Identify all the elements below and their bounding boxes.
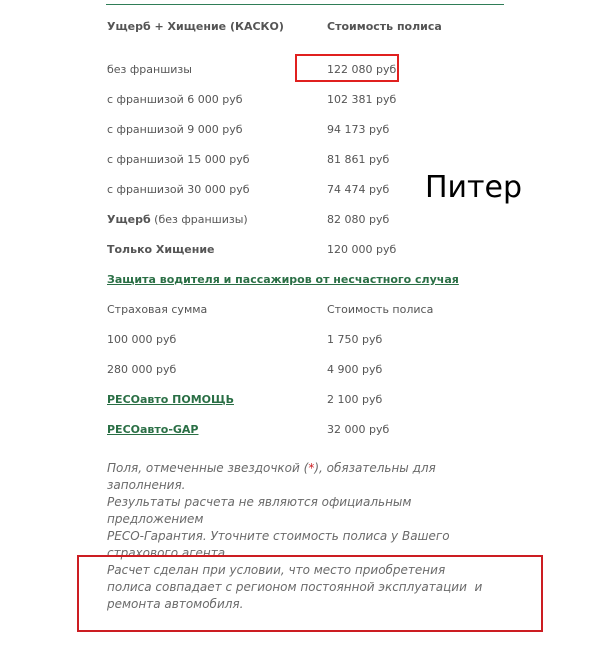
region-line: ремонта автомобиля. (107, 597, 244, 611)
disclaimer-line: страхового агента. (107, 546, 229, 560)
region-line: полиса совпадает с регионом постоянной эксплуатации и (107, 580, 483, 594)
disclaimer-line: РЕСО-Гарантия. Уточните стоимость полиса у Вашего (107, 529, 450, 543)
reso-gap-value: 32 000 руб (327, 423, 390, 436)
reso-help-link[interactable]: РЕСОавто ПОМОЩЬ (107, 393, 234, 406)
kasko-row-value: 122 080 руб (327, 63, 397, 76)
accident-header-sum: Страховая сумма (107, 303, 208, 316)
kasko-row-value: 74 474 руб (327, 183, 390, 196)
kasko-row-label: с франшизой 30 000 руб (107, 183, 250, 196)
theft-label: Только Хищение (107, 243, 215, 256)
city-label: Питер (425, 170, 523, 205)
damage-label-bold: Ущерб (107, 213, 151, 226)
damage-value: 82 080 руб (327, 213, 390, 226)
kasko-header-price: Стоимость полиса (327, 20, 442, 33)
required-fields-note (107, 460, 497, 494)
top-divider (106, 4, 504, 5)
kasko-row-value: 81 861 руб (327, 153, 390, 166)
kasko-header-label: Ущерб + Хищение (КАСКО) (107, 20, 284, 33)
damage-label (107, 213, 248, 227)
region-line: Расчет сделан при условии, что место приобретения (107, 563, 446, 577)
accident-protection-link[interactable]: Защита водителя и пассажиров от несчастного случая (107, 273, 459, 286)
kasko-row-label: с франшизой 6 000 руб (107, 93, 243, 106)
kasko-row-value: 102 381 руб (327, 93, 397, 106)
reso-gap-link[interactable]: РЕСОавто-GAP (107, 423, 199, 436)
kasko-row-value: 94 173 руб (327, 123, 390, 136)
kasko-row-label: без франшизы (107, 63, 192, 76)
region-note-box (77, 555, 543, 632)
kasko-row-label: с франшизой 15 000 руб (107, 153, 250, 166)
region-note (107, 562, 527, 613)
required-note-suffix: ), обязательны для заполнения. (107, 461, 436, 492)
accident-row-value: 1 750 руб (327, 333, 383, 346)
theft-value: 120 000 руб (327, 243, 397, 256)
damage-label-rest: (без франшизы) (150, 213, 248, 226)
kasko-row-label: с франшизой 9 000 руб (107, 123, 243, 136)
required-note-prefix: Поля, отмеченные звездочкой ( (107, 461, 309, 475)
disclaimer-line: Результаты расчета не являются официальным предложением (107, 495, 412, 526)
accident-row-label: 280 000 руб (107, 363, 177, 376)
reso-help-value: 2 100 руб (327, 393, 383, 406)
accident-header-price: Стоимость полиса (327, 303, 434, 316)
accident-row-label: 100 000 руб (107, 333, 177, 346)
disclaimer-note (107, 494, 497, 562)
highlight-box (295, 54, 399, 82)
required-star: * (308, 461, 315, 475)
accident-row-value: 4 900 руб (327, 363, 383, 376)
